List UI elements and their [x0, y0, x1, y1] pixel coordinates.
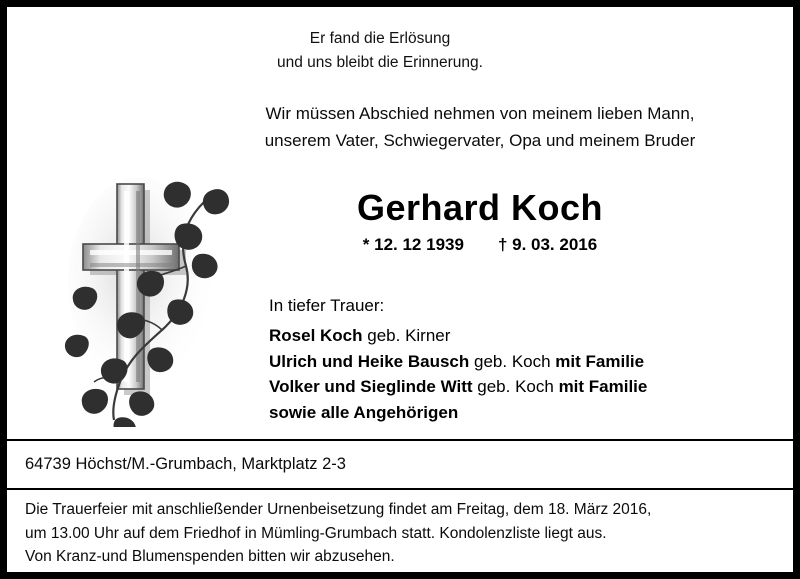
mourner-name-2: Ulrich und Heike Bausch [269, 351, 470, 371]
service-details [25, 498, 779, 569]
service-line-1: Die Trauerfeier mit anschließender Urnenbeisetzung findet am Freitag, dem 18. März 2016, [25, 501, 652, 518]
mourner-detail-3: geb. Koch [472, 377, 559, 397]
mourner-suffix-3: mit Familie [558, 377, 648, 397]
divider-top [7, 439, 793, 441]
mourners-heading: In tiefer Trauer: [269, 296, 385, 315]
mourners-block [269, 293, 783, 426]
intro-text [187, 100, 773, 154]
obituary-inner [7, 7, 793, 572]
divider-bottom [7, 488, 793, 490]
intro-line-1: Wir müssen Abschied nehmen von meinem lieben Mann, [265, 104, 695, 123]
epitaph-line-2: und uns bleibt die Erinnerung. [277, 54, 483, 72]
deceased-name: Gerhard Koch [356, 187, 604, 228]
mourner-suffix-2: mit Familie [555, 351, 645, 371]
mourner-detail-1: geb. Kirner [362, 325, 451, 345]
address-line: 64739 Höchst/M.-Grumbach, Marktplatz 2-3 [25, 455, 346, 473]
epitaph [7, 27, 753, 75]
epitaph-line-1: Er fand die Erlösung [309, 30, 451, 47]
service-line-3: Von Kranz-und Blumenspenden bitten wir abzusehen. [25, 548, 395, 566]
mourner-row-3 [269, 374, 783, 400]
mourner-row-2 [269, 349, 783, 375]
mourner-name-4: sowie alle Angehörigen [269, 403, 459, 423]
mourner-row-4 [269, 400, 783, 426]
mourner-name-3: Volker und Sieglinde Witt [269, 377, 473, 397]
birth-date: * 12. 12 1939 [362, 235, 464, 254]
deceased-dates [187, 235, 773, 255]
cross-with-ivy-graphic [62, 162, 247, 427]
mourner-row-1 [269, 323, 783, 349]
service-line-2: um 13.00 Uhr auf dem Friedhof in Mümling-Grumbach statt. Kondolenzliste liegt aus. [25, 524, 607, 542]
mourner-detail-2: geb. Koch [469, 351, 556, 371]
mourner-name-1: Rosel Koch [269, 325, 363, 345]
death-date: † 9. 03. 2016 [497, 235, 598, 254]
intro-line-2: unserem Vater, Schwiegervater, Opa und meinem Bruder [264, 131, 696, 151]
